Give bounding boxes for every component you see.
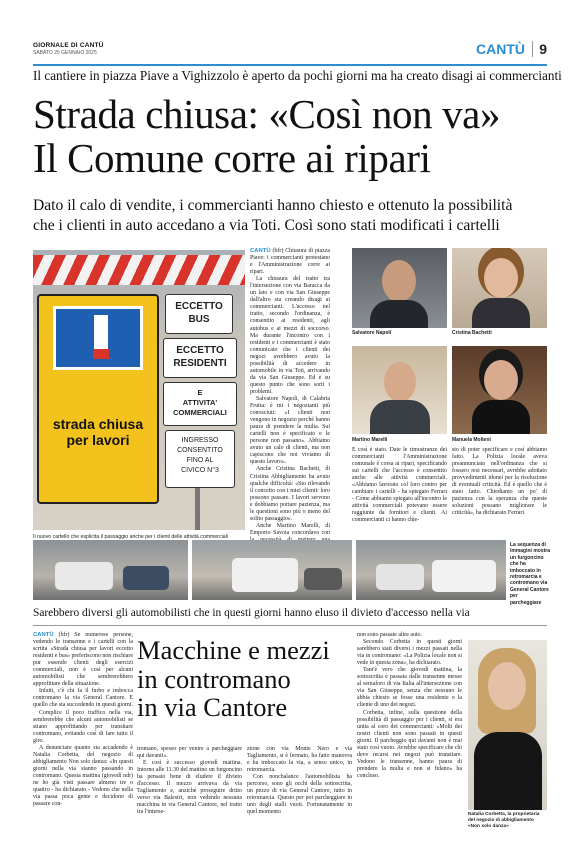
portrait-name: Manuela Molteni xyxy=(452,437,491,443)
sign-attivita-commerciali xyxy=(163,382,237,426)
portrait-manuela-molteni xyxy=(452,346,547,434)
sign-pole xyxy=(195,488,200,530)
headline-line-2: in contromano xyxy=(137,663,291,694)
article-headline xyxy=(33,92,547,180)
headline-line-3: in via Cantore xyxy=(137,692,288,722)
sign-ingresso-consentito xyxy=(165,430,235,488)
article-deck xyxy=(33,196,547,236)
masthead xyxy=(33,40,547,66)
road-sign-photo xyxy=(33,250,245,530)
article1-column-3 xyxy=(452,447,547,517)
paragraph: A denunciare quanto sta accadendo è Natalia Corbetta, del negozio di abbigliamento Non solo danza: «In questi giorni nella via stanno passando in contromano. Questa mattina (giovedì ndr) ne ho già visti passare almeno tre o quattro - ha dichiarato - Vedono che nella via passa poca gente e decidono di passare con- xyxy=(33,744,133,808)
page-number: 9 xyxy=(532,41,547,57)
headline-line-1: Macchine e mezzi xyxy=(137,635,330,665)
paragraph: Infatti, c'è chi fa il furbo e imbocca contromano la via General Cantore. E quello che sta succedendo in questi giorni. xyxy=(33,688,133,709)
sign-text: COMMERCIALI xyxy=(173,408,227,417)
sequence-caption: La sequenza di immagini mostra un furgoncino che ha imboccato in retromarcia e contromano via General Cantore per parcheggiare xyxy=(510,542,551,606)
sequence-photo-2 xyxy=(192,540,352,600)
portrait-name: Cristina Bachetti xyxy=(452,330,492,336)
article2-column-2 xyxy=(137,746,242,816)
article2-headline xyxy=(137,636,352,722)
sign-text: E xyxy=(197,388,203,397)
sign-text: ECCETTO xyxy=(176,345,224,356)
paragraph: E così è stato. Date le rimostranze dei commercianti l'Amministrazione comunale è corsa ai ripari, specificando sui cartelli che l'accesso è consentito anche alle attività commerciali. «Abbiamo lavorato col loro contro per cambiare i cartelli - ha spiegato Ferrari - Come abbiamo spiegato all'incontro le attività commerciali potevano essere raggiunte da fornitori e clienti. Ai commercianti ci hanno chie- xyxy=(352,447,447,524)
no-entry-icon xyxy=(53,306,143,370)
headline-line-2: Il Comune corre ai ripari xyxy=(33,135,431,181)
portrait-name: Martino Marelli xyxy=(352,437,388,443)
sign-eccetto-residenti xyxy=(163,338,237,378)
paragraph: La chiusura del tratto tra l'intersezione con via Baracca da un lato e con via San Giuseppe dall'altro sta creando disagi ai commercianti. L'accesso nel tratto, secondo l'ordinanza, è consentito ai residenti, agli autobus e ai mezzi di soccorso. Ma durante l'incontro con i residenti e i commercianti è stato comunicato che i clienti dei negozi avrebbero avuto la possibilità di accedere in automobile in via Toti, arrivando da via San Giuseppe. Ed è su questo punto che sono sorti i problemi. xyxy=(250,276,330,395)
article-kicker: Il cantiere in piazza Piave a Vighizzolo è aperto da pochi giorni ma ha creato disagi ai commercianti xyxy=(33,68,562,83)
sign-text: RESIDENTI xyxy=(173,358,227,369)
sign-text: ECCETTO xyxy=(175,301,223,312)
paragraph: Tant'è vero che giovedì mattina, la sottoscritta è passata dalle transenne messe al semaforo di via Italia all'intersezione con via San Giuseppe, senza che nessuno le abbia chiesto se fosse una residente o la cliente di uno dei negozi. xyxy=(357,667,462,709)
sign-text: CONSENTITO xyxy=(177,447,223,454)
sign-text: BUS xyxy=(188,314,210,325)
lead-paragraph xyxy=(250,248,330,276)
panel-line-2: per lavori xyxy=(66,432,130,448)
main-photo-caption: Il nuovo cartello che esplicita il passaggio anche per i clienti delle attività commerciali xyxy=(33,534,228,540)
portrait-cristina-bachetti xyxy=(452,248,547,328)
strada-chiusa-panel xyxy=(37,294,159,504)
section-town: CANTÙ xyxy=(476,41,525,57)
article2-column-3 xyxy=(247,746,352,816)
lead-text: (bfr) Chiusura di piazza Piave: i commercianti protestano e l'Amministrazione corre ai ripari. xyxy=(250,248,330,276)
portrait-caption: Natalia Corbetta, la proprietaria del negozio di abbigliamento «Non solo danza» xyxy=(468,812,540,829)
sequence-photo-1 xyxy=(33,540,188,600)
paragraph: Salvatore Napoli, di Calabria Frutta: è mi i negozianti più conosciuti: «I clienti non vengono in negozio perché hanno paura di prendere la multa. Sui cartelli non è specificato e le persone non passano». Abbiamo avuto un calo di clienti, ma non capiscono che noi viviamo di questo lavoro». xyxy=(250,395,330,466)
panel-line-1: strada chiusa xyxy=(52,416,144,432)
sign-eccetto-bus xyxy=(165,294,233,334)
divider xyxy=(33,625,547,626)
article1-column-2 xyxy=(352,447,447,525)
lead-paragraph xyxy=(33,632,133,688)
paragraph: Corbetta, infine, sulla questione della possibilità di passaggio per i clienti, si era unita al coro dei commercianti: «Molti dei nostri clienti non sono passati in questi giorni. Il parcheggio qui davanti non è mai stato così vuoto. Avrebbe specificare che chi deve recarsi nei negozi può transitare. Vedono le transenne, hanno paura di prendere la multa e non si fidano» ha concluso. xyxy=(357,709,462,779)
paragraph: sto di poter specificare e così abbiamo fatto. La Polizia locale aveva preannunciato nell'ordinanza che si fossero resi necessari, avrebbe adottato provvedimenti idonei per la risoluzione di eventuali criticità. Ed è quello che è stato fatto. Chiediamo un po' di pazienza con la speranza che queste soluzioni possano migliorare le criticità», ha dichiarato Ferrari. xyxy=(452,447,547,517)
sign-text: INGRESSO xyxy=(181,437,219,444)
article2-column-1 xyxy=(33,632,133,808)
paragraph: Anche Martino Marelli, di Emporio Savoia concordava con xyxy=(250,522,330,536)
sequence-photo-3 xyxy=(356,540,506,600)
deck-line-1: Dato il calo di vendite, i commercianti hanno chiesto e ottenuto la possibilità xyxy=(33,197,513,214)
portrait-natalia-corbetta xyxy=(468,640,547,810)
paragraph: E così è successo giovedì mattina. Intorno alle 11.30 del mattino un furgoncino ha pensato bene di eludere il divieto d'accesso. Il mezzo arrivava da via Tagliamento e, anziché proseguire dritto verso via Balestri, non vedendo nessuna macchina in via General Cantore, nel tratto tra l'interse- xyxy=(137,760,242,816)
paragraph: Con nonchalance l'automobilista ha percorso, sono gli occhi della sottoscritta, un pezzo di via General Cantore, tutto in retromarcia. Questo per poi parcheggiare in uno degli stalli vuoti. Fortunatamente in quel momento xyxy=(247,774,352,816)
paragraph: non sono passate altre auto. xyxy=(357,632,422,638)
issue-date: SABATO 25 GENNAIO 2025 xyxy=(33,50,97,56)
paragraph: Anche Cristina Bachetti, di Cristina Abbigliamento ha avuto qualche difficoltà: «Sto rilevando il concetto con i miei clienti: loro possono passare. I lavori servono e dobbiamo portare pazienza, ma le questioni sono più o meno del solito passaggio». xyxy=(250,466,330,522)
deck-line-2: che i clienti in auto accedano a via Toti. Così sono stati modificati i cartelli xyxy=(33,217,500,234)
headline-line-1: Strada chiusa: «Così non va» xyxy=(33,91,501,137)
sign-text: FINO AL xyxy=(186,457,214,464)
paragraph: Complice il poco traffico nella via, sembrerebbe che alcuni automobilisti se stiano approfittando per transitare contromano, evitando così di fare tutto il giro. xyxy=(33,709,133,744)
sign-text: ATTIVITA' xyxy=(182,398,218,407)
portrait-martino-marelli xyxy=(352,346,447,434)
portrait-name: Salvatore Napoli xyxy=(352,330,392,336)
portrait-salvatore-napoli xyxy=(352,248,447,328)
dateline: CANTÙ xyxy=(250,248,271,254)
lead-text: (bfr) Se numerose persone, vedendo le transenne e i cartelli con la scritta «Strada chiusa per lavori eccetto residenti e bus» preferiscono non rischiare pur essendo clienti degli esercizi commerciali, non è così per alcuni automobilisti che sembrerebbero approfittare della situazione. xyxy=(33,632,133,688)
paragraph: tromano, spesso per venire a parcheggiare qui davanti». xyxy=(137,746,242,760)
barrier-stripes xyxy=(33,255,245,285)
article2-banner: Sarebbero diversi gli automobilisti che in questi giorni hanno eluso il divieto d'accesso nella via xyxy=(33,607,470,619)
article2-column-4 xyxy=(357,632,462,780)
newspaper-name: GIORNALE DI CANTÙ xyxy=(33,42,104,49)
paragraph: Secondo Corbetta in questi giorni sarebbero stati diversi i mezzi passati nella via in contromano: «La Polizia locale non si vede in questa zona», ha dichiarato. xyxy=(357,639,462,667)
paragraph: zione con via Monte Nero e via Tagliamento, si è fermato, ha fatto manovra e ha imboccato la via, a senso unico, in retromarcia. xyxy=(247,746,352,774)
dateline: CANTÙ xyxy=(33,632,54,638)
sign-text: CIVICO N°3 xyxy=(181,467,219,474)
